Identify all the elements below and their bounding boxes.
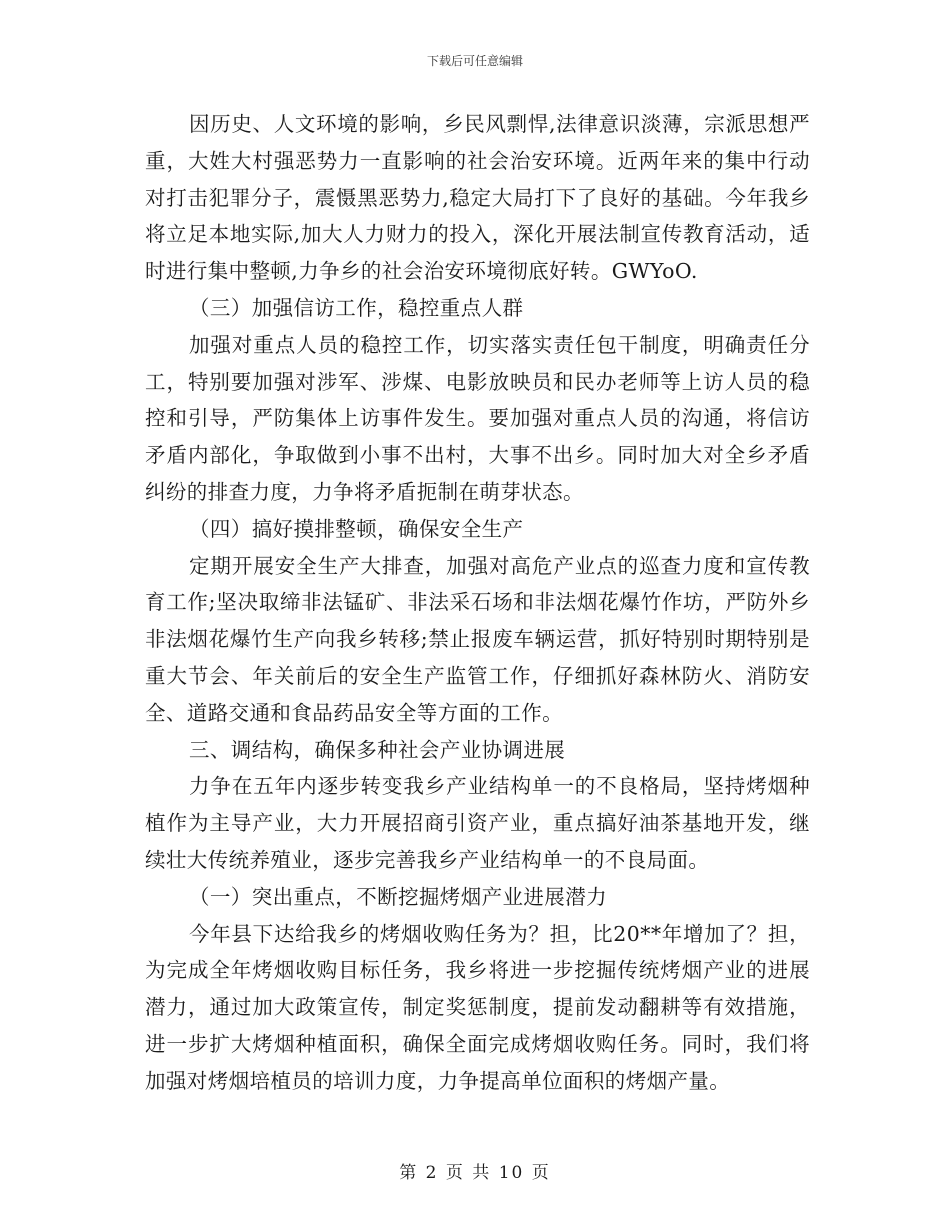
paragraph-social-order: 因历史、人文环境的影响，乡民风剽悍,法律意识淡薄，宗派思想严重，大姓大村强恶势力一直影响的社会治安环境。近两年来的集中行动对打击犯罪分子，震慑黑恶势力,稳定大局打下了良好的基础。今年我乡将立足本地实际,加大人力财力的投入，深化开展法制宣传教育活动，适时进行集中整顿,力争乡的社会治安环境彻底好转。GWYoO. — [145, 112, 810, 284]
paragraph-tobacco-industry: 今年县下达给我乡的烤烟收购任务为？担，比20**年增加了？担，为完成全年烤烟收购目标任务，我乡将进一步挖掘传统烤烟产业的进展潜力，通过加大政策宣传，制定奖惩制度，提前发动翻耕等有效措施，进一步扩大烤烟种植面积，确保全面完成烤烟收购任务。同时，我们将加强对烤烟培植员的培训力度，力争提高单位面积的烤烟产量。 — [145, 921, 810, 1093]
page-header: 下载后可任意编辑 — [426, 54, 523, 68]
paragraph-industry-structure: 力争在五年内逐步转变我乡产业结构单一的不良格局，坚持烤烟种植作为主导产业，大力开展招商引资产业，重点搞好油茶基地开发，继续壮大传统养殖业，逐步完善我乡产业结构单一的不良局面。 — [145, 774, 810, 872]
document-body — [145, 106, 810, 1100]
heading-safety-production: （四）搞好摸排整顿，确保安全生产 — [189, 516, 524, 541]
heading-industry-structure: 三、调结构，确保多种社会产业协调进展 — [189, 737, 566, 762]
heading-tobacco-industry: （一）突出重点，不断挖掘烤烟产业进展潜力 — [189, 884, 607, 909]
paragraph-safety-production: 定期开展安全生产大排查，加强对高危产业点的巡查力度和宣传教育工作;坚决取缔非法锰矿、非法采石场和非法烟花爆竹作坊，严防外乡非法烟花爆竹生产向我乡转移;禁止报废车辆运营，抓好特别时期特别是重大节会、年关前后的安全生产监管工作，仔细抓好森林防火、消防安全、道路交通和食品药品安全等方面的工作。 — [145, 553, 810, 725]
page-footer: 第 2 页 共 10 页 — [399, 1163, 551, 1183]
paragraph-petition-work: 加强对重点人员的稳控工作，切实落实责任包干制度，明确责任分工，特别要加强对涉军、涉煤、电影放映员和民办老师等上访人员的稳控和引导，严防集体上访事件发生。要加强对重点人员的沟通，将信访矛盾内部化，争取做到小事不出村，大事不出乡。同时加大对全乡矛盾纠纷的排查力度，力争将矛盾扼制在萌芽状态。 — [145, 332, 810, 504]
heading-petition-work: （三）加强信访工作，稳控重点人群 — [189, 295, 524, 320]
